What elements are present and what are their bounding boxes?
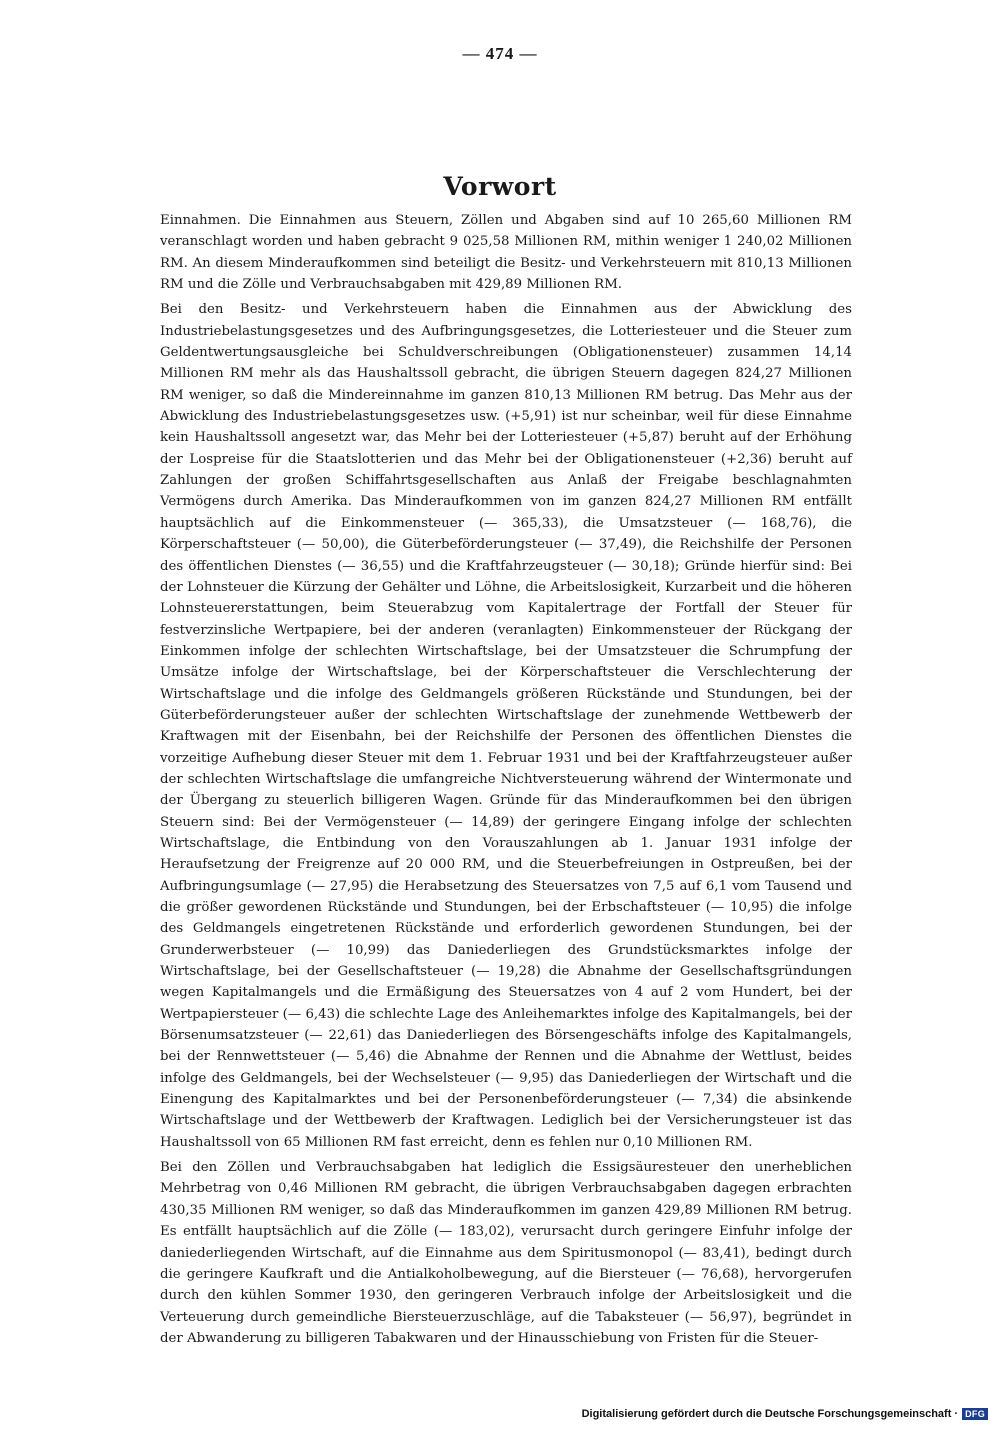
- paragraph-besitz-verkehrsteuern: Bei den Besitz- und Verkehrsteuern haben die Einnahmen aus der Abwicklung des Industriebelastungsgesetzes und des Aufbringungsgesetzes, die Lotteriesteuer und die Steuer zum Geldentwertungsausgleiche bei Schuldverschreibungen (Obligationensteuer) zusammen 14,14 Millionen RM mehr als das Haushaltssoll gebracht, die übrigen Steuern dagegen 824,27 Millionen RM weniger, so daß die Mindereinnahme im ganzen 810,13 Millionen RM betrug. Das Mehr aus der Abwicklung des Industriebelastungsgesetzes usw. (+5,91) ist nur scheinbar, weil für diese Einnahme kein Haushaltssoll angesetzt war, das Mehr bei der Lotteriesteuer (+5,87) beruht auf der Erhöhung der Lospreise für die Staatslotterien und das Mehr bei der Obligationensteuer (+2,36) beruht auf Zahlungen der großen Schiffahrtsgesellschaften aus Anlaß der Freigabe beschlagnahmten Vermögens durch Amerika. Das Minderaufkommen von im ganzen 824,27 Millionen RM entfällt hauptsächlich auf die Einkommensteuer (— 365,33), die Umsatzsteuer (— 168,76), die Körperschaftsteuer (— 50,00), die Güterbeförderungsteuer (— 37,49), die Reichshilfe der Personen des öffentlichen Dienstes (— 36,55) und die Kraftfahrzeugsteuer (— 30,18); Gründe hierfür sind: Bei der Lohnsteuer die Kürzung der Gehälter und Löhne, die Arbeitslosigkeit, Kurzarbeit und die höheren Lohnsteuererstattungen, beim Steuerabzug vom Kapitalertrage der Fortfall der Steuer für festverzinsliche Wertpapiere, bei der anderen (veranlagten) Einkommensteuer der Rückgang der Einkommen infolge der schlechten Wirtschaftslage, bei der Umsatzsteuer die Schrumpfung der Umsätze infolge der Wirtschaftslage, bei der Körperschaftsteuer die Verschlechterung der Wirtschaftslage und die infolge des Geldmangels größeren Rückstände und Stundungen, bei der Güterbeförderungsteuer außer der schlechten Wirtschaftslage der zunehmende Wettbewerb der Kraftwagen mit der Eisenbahn, bei der Reichshilfe der Personen des öffentlichen Dienstes die vorzeitige Aufhebung dieser Steuer mit dem 1. Februar 1931 und bei der Kraftfahrzeugsteuer außer der schlechten Wirtschaftslage die umfangreiche Nichtversteuerung während der Wintermonate und der Übergang zu steuerlich billigeren Wagen. Gründe für das Minderaufkommen bei den übrigen Steuern sind: Bei der Vermögensteuer (— 14,89) der geringere Eingang infolge der schlechten Wirtschaftslage, die Entbindung von den Vorauszahlungen ab 1. Januar 1931 infolge der Heraufsetzung der Freigrenze auf 20 000 RM, und die Steuerbefreiungen in Ostpreußen, bei der Aufbringungsumlage (— 27,95) die Herabsetzung des Steuersatzes von 7,5 auf 6,1 vom Tausend und die größer gewordenen Rückstände und Stundungen, bei der Erbschaftsteuer (— 10,95) die infolge des Geldmangels eingetretenen Rückstände und erforderlich gewordenen Stundungen, bei der Grunderwerbsteuer (— 10,99) das Daniederliegen des Grundstücksmarktes infolge der Wirtschaftslage, bei der Gesellschaftsteuer (— 19,28) die Abnahme der Gesellschaftsgründungen wegen Kapitalmangels und die Ermäßigung des Steuersatzes von 4 auf 2 vom Hundert, bei der Wertpapiersteuer (— 6,43) die schlechte Lage des Anleihemarktes infolge des Kapitalmangels, bei der Börsenumsatzsteuer (— 22,61) das Daniederliegen des Börsengeschäfts infolge des Kapitalmangels, bei der Rennwettsteuer (— 5,46) die Abnahme der Rennen und die Abnahme der Wettlust, beides infolge des Geldmangels, bei der Wechselsteuer (— 9,95) das Daniederliegen der Wirtschaft und die Einengung des Kapitalmarktes und bei der Personenbeförderungsteuer (— 7,34) die absinkende Wirtschaftslage und der Wettbewerb der Kraftwagen. Lediglich bei der Versicherungsteuer ist das Haushaltssoll von 65 Millionen RM fast erreicht, denn es fehlen nur 0,10 Millionen RM.: [160, 302, 852, 1150]
- footer-credit-text: Digitalisierung gefördert durch die Deutsche Forschungsgemeinschaft ·: [581, 1408, 959, 1420]
- page-number: — 474 —: [462, 44, 538, 63]
- dfg-logo: DFG: [962, 1408, 988, 1420]
- paragraph-einnahmen: Einnahmen. Die Einnahmen aus Steuern, Zöllen und Abgaben sind auf 10 265,60 Millionen RM veranschlagt worden und haben gebracht 9 025,58 Millionen RM, mithin weniger 1 240,02 Millionen RM. An diesem Minderaufkommen sind beteiligt die Besitz- und Verkehrsteuern mit 810,13 Millionen RM und die Zölle und Verbrauchsabgaben mit 429,89 Millionen RM.: [160, 213, 852, 293]
- page-title: Vorwort: [443, 172, 557, 201]
- body-text: [160, 210, 852, 1349]
- footer-credit: [582, 1408, 988, 1420]
- paragraph-zoelle-verbrauchsabgaben: Bei den Zöllen und Verbrauchsabgaben hat lediglich die Essigsäuresteuer den unerheblichen Mehrbetrag von 0,46 Millionen RM gebracht, die übrigen Verbrauchsabgaben dagegen erbrachten 430,35 Millionen RM weniger, so daß das Minderaufkommen im ganzen 429,89 Millionen RM betrug. Es entfällt hauptsächlich auf die Zölle (— 183,02), verursacht durch geringere Einfuhr infolge der daniederliegenden Wirtschaft, auf die Einnahme aus dem Spiritusmonopol (— 83,41), bedingt durch die geringere Kaufkraft und die Antialkoholbewegung, auf die Biersteuer (— 76,68), hervorgerufen durch den kühlen Sommer 1930, den geringeren Verbrauch infolge der Arbeitslosigkeit und die Verteuerung durch gemeindliche Biersteuerzuschläge, auf die Tabaksteuer (— 56,97), begründet in der Abwanderung zu billigeren Tabakwaren und der Hinausschiebung von Fristen für die Steuer-: [160, 1160, 852, 1346]
